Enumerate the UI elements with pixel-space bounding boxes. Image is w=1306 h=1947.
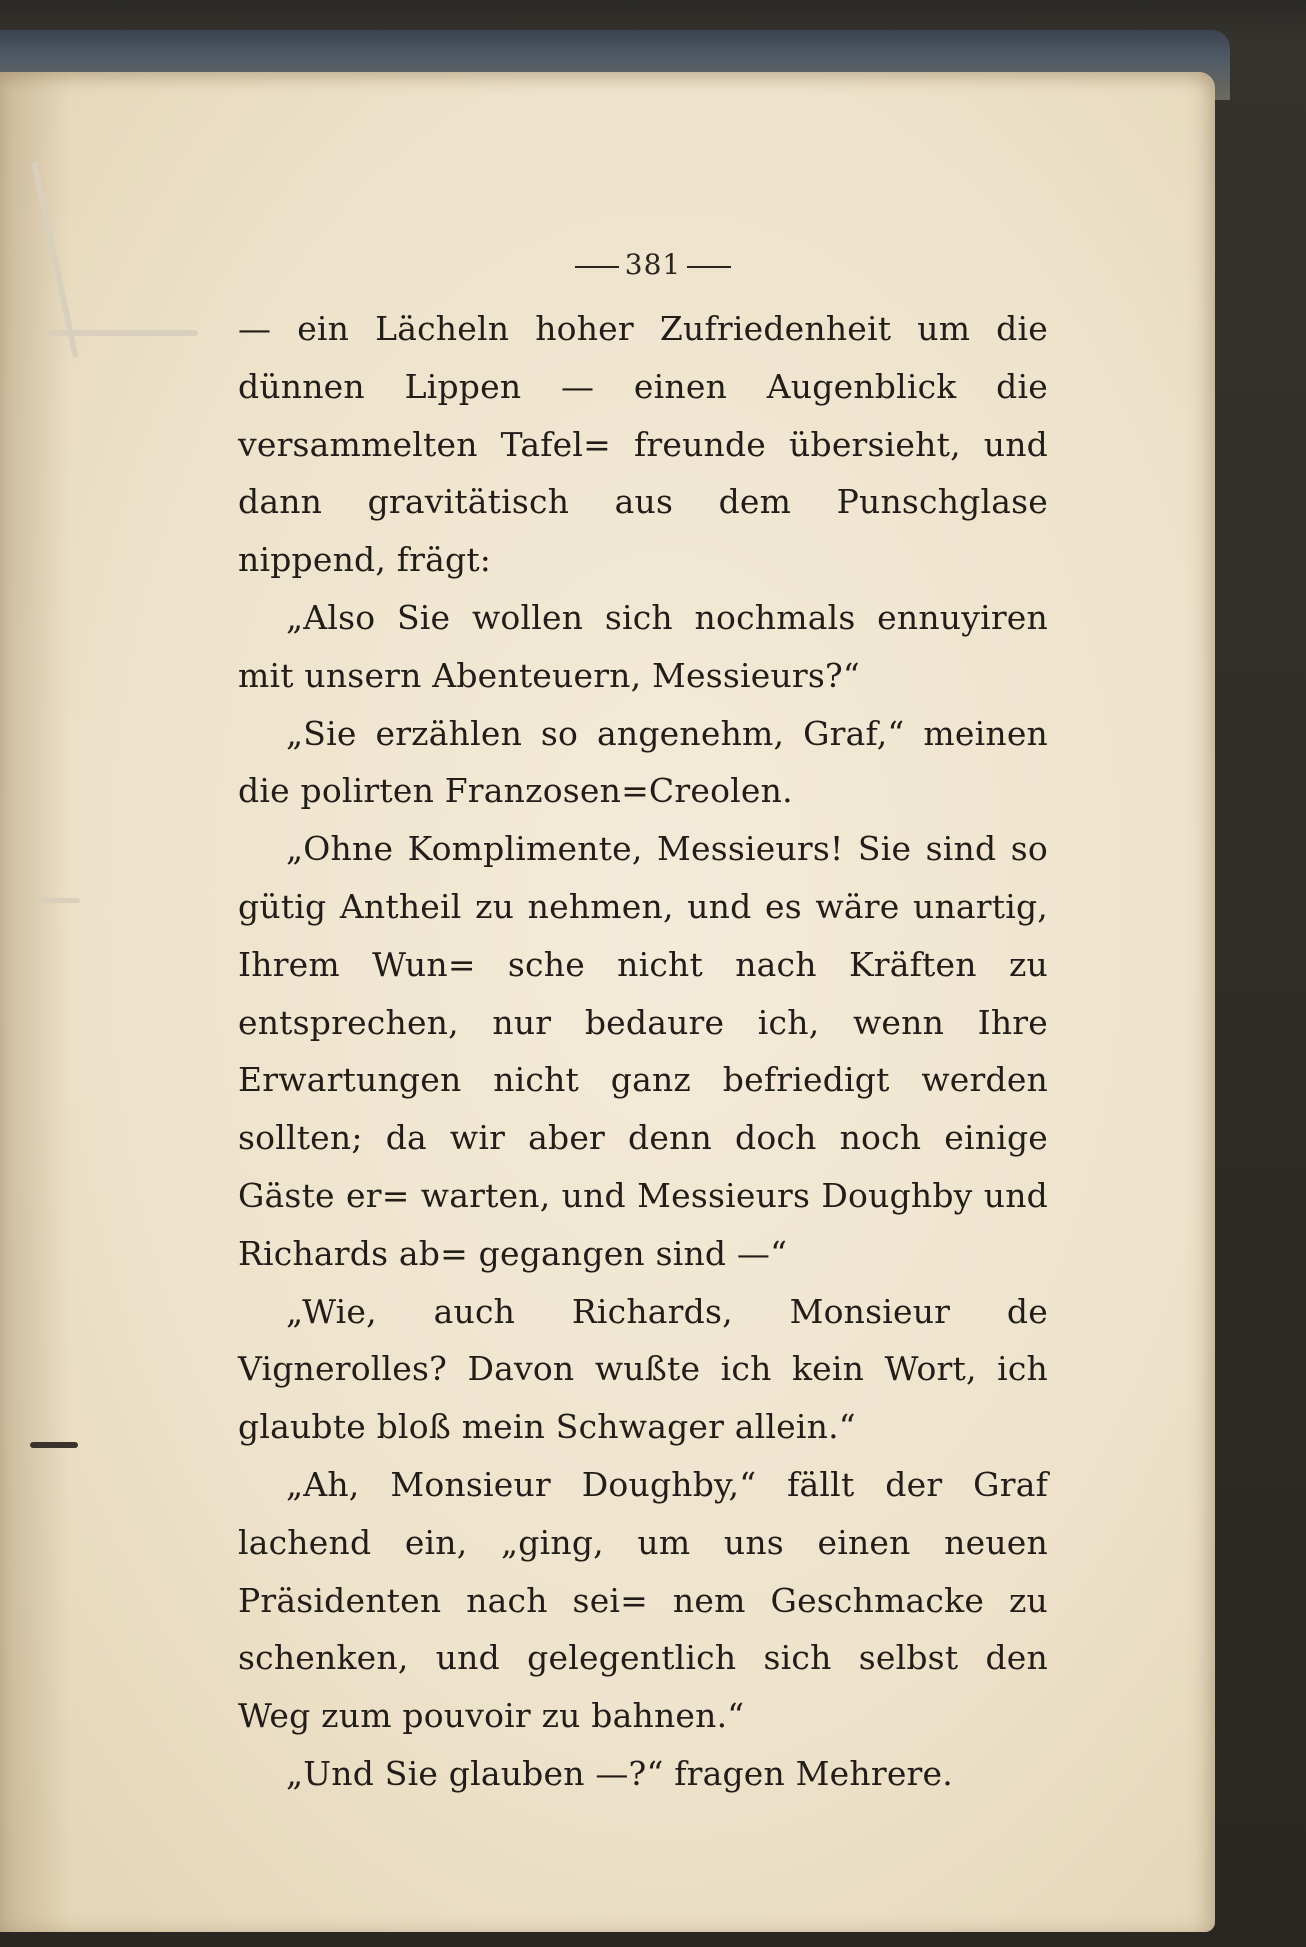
binding-thread	[48, 330, 198, 336]
paragraph: „Ah, Monsieur Doughby,“ fällt der Graf lachend ein, „ging, um uns einen neuen Präsidenten nach sei= nem Geschmacke zu schenken, und gelegentlich sich selbst den Weg zum pouvoir zu bahnen.“	[238, 1464, 1048, 1736]
paragraph: „Ohne Komplimente, Messieurs! Sie sind so gütig Antheil zu nehmen, und es wäre unartig, Ihrem Wun= sche nicht nach Kräften zu entsprechen, nur bedaure ich, wenn Ihre Erwartungen nicht ganz befriedigt werden sollten; da wir aber denn doch noch einige Gäste er= warten, und Messieurs Doughby und Richards ab= gegangen sind —“	[238, 829, 1048, 1273]
page-header	[0, 248, 1306, 281]
ornament-left	[575, 266, 619, 268]
paragraph: „Und Sie glauben —?“ fragen Mehrere.	[286, 1753, 953, 1793]
page-gutter	[0, 72, 70, 1932]
paragraph: — ein Lächeln hoher Zufriedenheit um die dünnen Lippen — einen Augenblick die versammelten Tafel= freunde übersieht, und dann gravitätisch aus dem Punschglase nippend, frägt:	[238, 309, 1048, 580]
page-number: 381	[624, 248, 682, 281]
paragraph: „Wie, auch Richards, Monsieur de Vignerolles? Davon wußte ich kein Wort, ich glaubte bloß mein Schwager allein.“	[238, 1291, 1048, 1447]
binding-thread	[30, 1442, 78, 1448]
paragraph: „Sie erzählen so angenehm, Graf,“ meinen die polirten Franzosen=Creolen.	[238, 713, 1048, 811]
ornament-right	[687, 266, 731, 268]
binding-thread	[40, 898, 80, 903]
page-body	[238, 300, 1048, 1803]
paragraph: „Also Sie wollen sich nochmals ennuyiren mit unsern Abenteuern, Messieurs?“	[238, 597, 1048, 695]
